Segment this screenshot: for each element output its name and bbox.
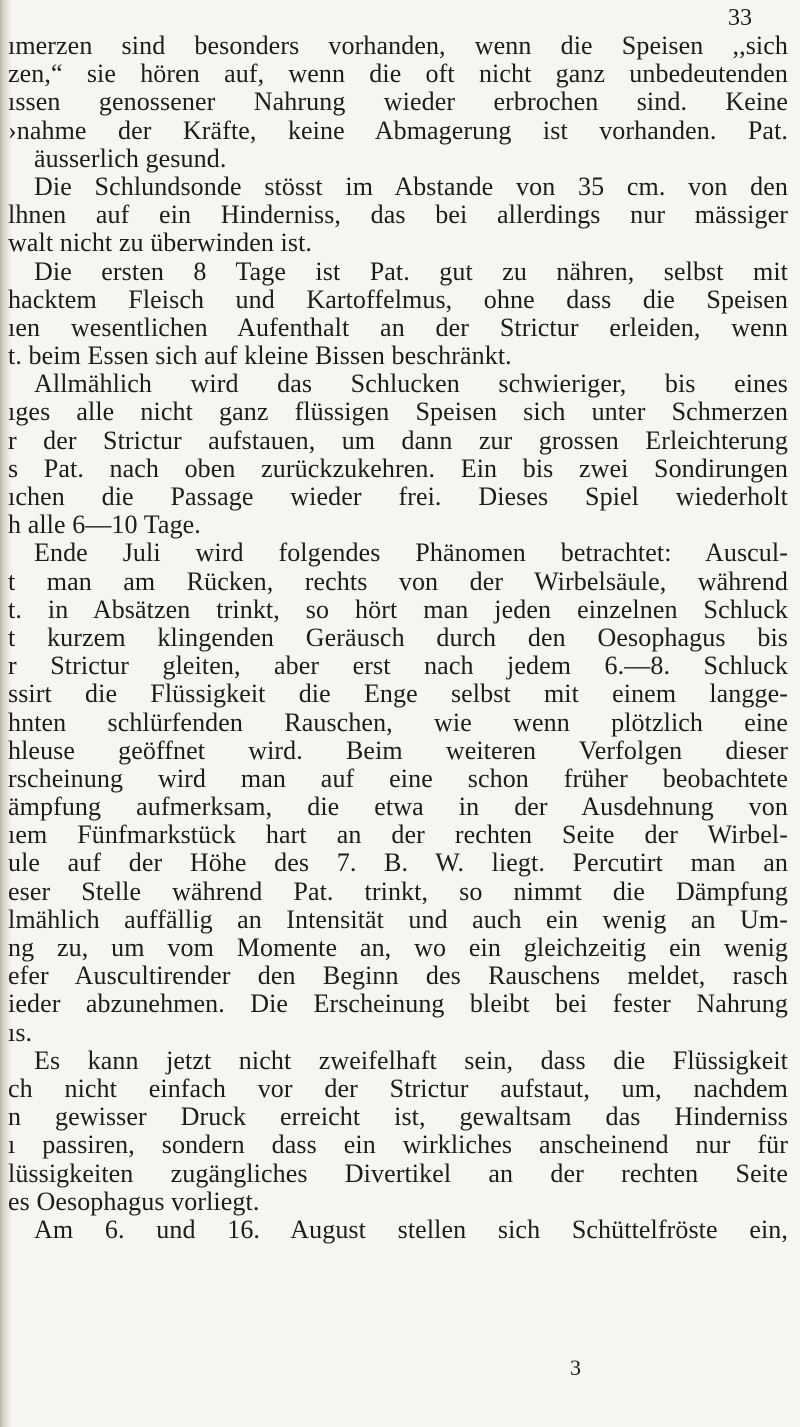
text-line: Ende Juli wird folgendes Phänomen betrachtet: Auscul- bbox=[34, 539, 788, 568]
text-line: ıen wesentlichen Aufenthalt an der Strictur erleiden, wenn bbox=[8, 313, 788, 342]
text-line: Es kann jetzt nicht zweifelhaft sein, dass die Flüssigkeit bbox=[34, 1046, 788, 1075]
text-line: lmählich auffällig an Intensität und auch ein wenig an Um- bbox=[8, 905, 788, 934]
text-line: r Strictur gleiten, aber erst nach jedem 6.—8. Schluck bbox=[8, 652, 788, 681]
text-line: Allmählich wird das Schlucken schwieriger, bis eines bbox=[34, 370, 788, 399]
text-line: s Pat. nach oben zurückzukehren. Ein bis zwei Sondirungen bbox=[8, 454, 788, 483]
text-line: r der Strictur aufstauen, um dann zur grossen Erleichterung bbox=[8, 426, 788, 455]
text-line: rscheinung wird man auf eine schon früher beobachtete bbox=[8, 764, 788, 793]
text-line: walt nicht zu überwinden ist. bbox=[8, 229, 312, 258]
text-line: t man am Rücken, rechts von der Wirbelsäule, während bbox=[8, 567, 788, 596]
text-line: hnten schlürfenden Rauschen, wie wenn plötzlich eine bbox=[8, 708, 788, 737]
text-line: ıem Fünfmarkstück hart an der rechten Seite der Wirbel- bbox=[8, 821, 788, 850]
text-line: ieder abzunehmen. Die Erscheinung bleibt bei fester Nahrung bbox=[8, 990, 788, 1019]
text-line: ıchen die Passage wieder frei. Dieses Spiel wiederholt bbox=[8, 483, 788, 511]
text-line: äusserlich gesund. bbox=[34, 144, 227, 173]
text-line: ›nahme der Kräfte, keine Abmagerung ist vorhanden. Pat. bbox=[8, 116, 788, 145]
text-line: Die ersten 8 Tage ist Pat. gut zu nähren, selbst mit bbox=[34, 257, 788, 286]
text-line: h alle 6—10 Tage. bbox=[8, 511, 201, 540]
text-line: ıssen genossener Nahrung wieder erbrochen sind. Keine bbox=[8, 88, 788, 117]
text-line: n gewisser Druck erreicht ist, gewaltsam das Hinderniss bbox=[8, 1103, 788, 1132]
text-line: ämpfung aufmerksam, die etwa in der Ausdehnung von bbox=[8, 793, 788, 822]
text-line: ıs. bbox=[8, 1018, 33, 1047]
text-line: ı passiren, sondern dass ein wirkliches anscheinend nur für bbox=[8, 1131, 788, 1160]
text-line: efer Auscultirender den Beginn des Rauschens meldet, rasch bbox=[8, 962, 788, 991]
text-line: t kurzem klingenden Geräusch durch den Oesophagus bis bbox=[8, 623, 788, 652]
text-line: ımerzen sind besonders vorhanden, wenn die Speisen ,,sich bbox=[8, 32, 788, 60]
text-line: es Oesophagus vorliegt. bbox=[8, 1187, 260, 1216]
body-text bbox=[8, 32, 788, 1244]
text-line: t. in Absätzen trinkt, so hört man jeden einzelnen Schluck bbox=[8, 595, 788, 624]
text-line: ıges alle nicht ganz flüssigen Speisen sich unter Schmerzen bbox=[8, 398, 788, 427]
text-line: zen,“ sie hören auf, wenn die oft nicht ganz unbedeutenden bbox=[8, 60, 788, 89]
text-line: ssirt die Flüssigkeit die Enge selbst mit einem langge- bbox=[8, 680, 788, 709]
text-line: t. beim Essen sich auf kleine Bissen beschränkt. bbox=[8, 342, 512, 371]
text-line: ule auf der Höhe des 7. B. W. liegt. Percutirt man an bbox=[8, 849, 788, 878]
text-line: hleuse geöffnet wird. Beim weiteren Verfolgen dieser bbox=[8, 736, 788, 765]
signature-mark: 3 bbox=[570, 1355, 581, 1380]
text-line: Die Schlundsonde stösst im Abstande von 35 cm. von den bbox=[34, 172, 788, 201]
text-line: lhnen auf ein Hinderniss, das bei allerdings nur mässiger bbox=[8, 201, 788, 230]
text-line: eser Stelle während Pat. trinkt, so nimmt die Dämpfung bbox=[8, 877, 788, 906]
text-line: ng zu, um vom Momente an, wo ein gleichzeitig ein wenig bbox=[8, 934, 788, 962]
text-line: lüssigkeiten zugängliches Divertikel an der rechten Seite bbox=[8, 1159, 788, 1188]
page-number: 33 bbox=[728, 5, 752, 31]
text-line: Am 6. und 16. August stellen sich Schüttelfröste ein, bbox=[34, 1215, 788, 1244]
text-line: ch nicht einfach vor der Strictur aufstaut, um, nachdem bbox=[8, 1074, 788, 1103]
text-line: hacktem Fleisch und Kartoffelmus, ohne dass die Speisen bbox=[8, 285, 788, 314]
